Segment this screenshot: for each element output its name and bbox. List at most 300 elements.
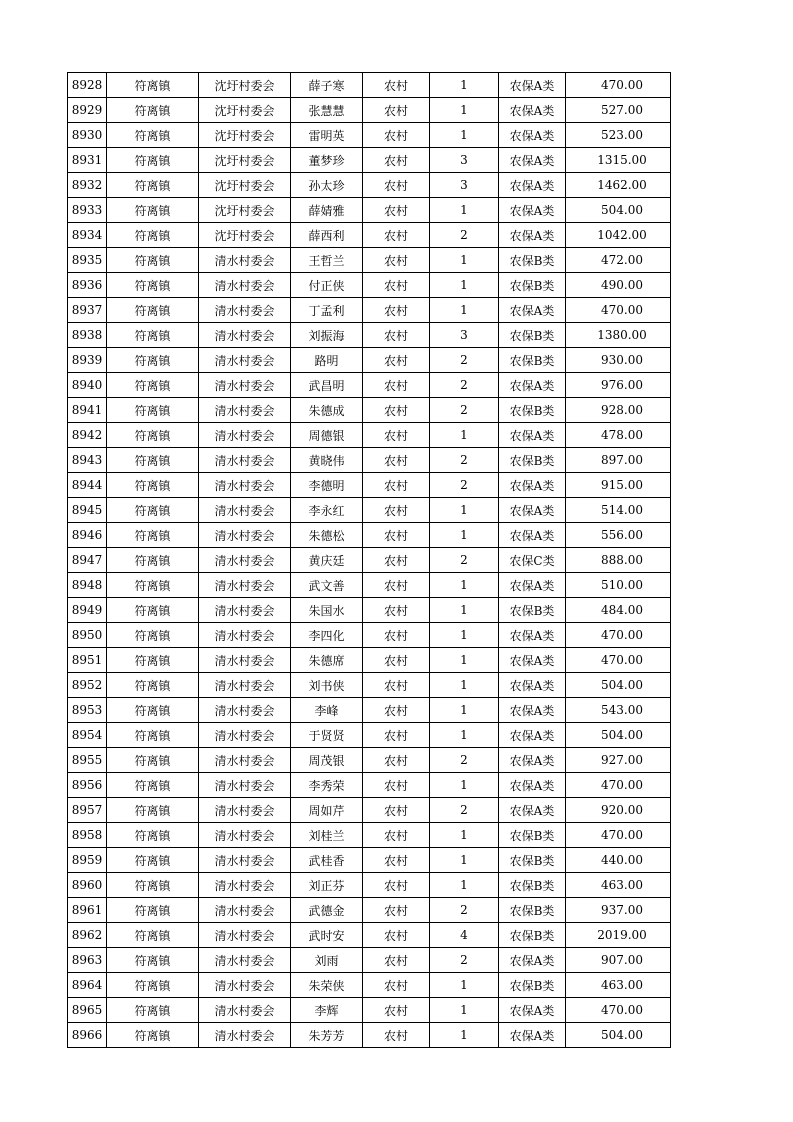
cell-amount: 543.00 (566, 698, 671, 723)
cell-village: 清水村委会 (199, 598, 291, 623)
cell-name: 刘雨 (291, 948, 363, 973)
table-row (68, 498, 671, 523)
cell-id: 8946 (68, 523, 107, 548)
cell-area: 农村 (363, 723, 430, 748)
cell-id: 8966 (68, 1023, 107, 1048)
table-row (68, 523, 671, 548)
cell-town: 符离镇 (107, 398, 199, 423)
cell-area: 农村 (363, 73, 430, 98)
cell-amount: 504.00 (566, 673, 671, 698)
cell-count: 1 (430, 523, 499, 548)
cell-town: 符离镇 (107, 648, 199, 673)
cell-category: 农保A类 (499, 98, 566, 123)
cell-town: 符离镇 (107, 673, 199, 698)
cell-name: 薛子寒 (291, 73, 363, 98)
cell-id: 8933 (68, 198, 107, 223)
cell-village: 沈圩村委会 (199, 173, 291, 198)
cell-count: 4 (430, 923, 499, 948)
cell-category: 农保B类 (499, 873, 566, 898)
cell-amount: 937.00 (566, 898, 671, 923)
cell-village: 沈圩村委会 (199, 223, 291, 248)
cell-id: 8937 (68, 298, 107, 323)
cell-area: 农村 (363, 198, 430, 223)
cell-name: 黄庆廷 (291, 548, 363, 573)
cell-village: 清水村委会 (199, 623, 291, 648)
cell-category: 农保B类 (499, 973, 566, 998)
cell-count: 1 (430, 423, 499, 448)
cell-village: 清水村委会 (199, 348, 291, 373)
cell-amount: 490.00 (566, 273, 671, 298)
cell-amount: 514.00 (566, 498, 671, 523)
cell-area: 农村 (363, 798, 430, 823)
cell-category: 农保A类 (499, 198, 566, 223)
cell-amount: 504.00 (566, 1023, 671, 1048)
cell-category: 农保B类 (499, 848, 566, 873)
cell-amount: 463.00 (566, 873, 671, 898)
cell-amount: 897.00 (566, 448, 671, 473)
cell-name: 丁孟利 (291, 298, 363, 323)
cell-count: 1 (430, 248, 499, 273)
table-body (68, 73, 671, 1048)
cell-area: 农村 (363, 248, 430, 273)
cell-amount: 1380.00 (566, 323, 671, 348)
cell-count: 2 (430, 373, 499, 398)
cell-count: 2 (430, 748, 499, 773)
cell-area: 农村 (363, 898, 430, 923)
cell-id: 8930 (68, 123, 107, 148)
cell-category: 农保A类 (499, 1023, 566, 1048)
cell-id: 8948 (68, 573, 107, 598)
cell-name: 武时安 (291, 923, 363, 948)
allowance-table (67, 72, 671, 1048)
table-row (68, 223, 671, 248)
cell-amount: 470.00 (566, 648, 671, 673)
cell-id: 8945 (68, 498, 107, 523)
cell-id: 8936 (68, 273, 107, 298)
cell-count: 3 (430, 173, 499, 198)
table-row (68, 873, 671, 898)
cell-count: 1 (430, 973, 499, 998)
cell-amount: 1462.00 (566, 173, 671, 198)
cell-village: 清水村委会 (199, 398, 291, 423)
table-row (68, 848, 671, 873)
cell-count: 2 (430, 948, 499, 973)
cell-amount: 927.00 (566, 748, 671, 773)
cell-count: 3 (430, 148, 499, 173)
cell-count: 2 (430, 548, 499, 573)
cell-town: 符离镇 (107, 523, 199, 548)
cell-town: 符离镇 (107, 623, 199, 648)
cell-area: 农村 (363, 448, 430, 473)
cell-name: 李德明 (291, 473, 363, 498)
cell-area: 农村 (363, 498, 430, 523)
cell-amount: 510.00 (566, 573, 671, 598)
cell-category: 农保A类 (499, 648, 566, 673)
cell-name: 武昌明 (291, 373, 363, 398)
cell-category: 农保A类 (499, 523, 566, 548)
cell-amount: 470.00 (566, 998, 671, 1023)
cell-area: 农村 (363, 573, 430, 598)
cell-count: 1 (430, 773, 499, 798)
cell-town: 符离镇 (107, 198, 199, 223)
cell-name: 李秀荣 (291, 773, 363, 798)
table-row (68, 773, 671, 798)
cell-village: 清水村委会 (199, 798, 291, 823)
cell-amount: 556.00 (566, 523, 671, 548)
cell-area: 农村 (363, 398, 430, 423)
cell-town: 符离镇 (107, 298, 199, 323)
table-row (68, 123, 671, 148)
cell-area: 农村 (363, 323, 430, 348)
cell-town: 符离镇 (107, 473, 199, 498)
cell-category: 农保B类 (499, 273, 566, 298)
cell-village: 清水村委会 (199, 873, 291, 898)
cell-name: 刘振海 (291, 323, 363, 348)
cell-village: 沈圩村委会 (199, 98, 291, 123)
cell-count: 1 (430, 1023, 499, 1048)
cell-count: 1 (430, 648, 499, 673)
cell-town: 符离镇 (107, 723, 199, 748)
cell-count: 2 (430, 223, 499, 248)
cell-area: 农村 (363, 123, 430, 148)
cell-amount: 915.00 (566, 473, 671, 498)
cell-count: 1 (430, 73, 499, 98)
cell-area: 农村 (363, 998, 430, 1023)
cell-amount: 478.00 (566, 423, 671, 448)
cell-amount: 504.00 (566, 198, 671, 223)
cell-village: 清水村委会 (199, 548, 291, 573)
cell-village: 清水村委会 (199, 1023, 291, 1048)
cell-town: 符离镇 (107, 923, 199, 948)
cell-count: 1 (430, 273, 499, 298)
cell-amount: 928.00 (566, 398, 671, 423)
cell-village: 清水村委会 (199, 748, 291, 773)
cell-town: 符离镇 (107, 798, 199, 823)
cell-category: 农保B类 (499, 923, 566, 948)
cell-name: 于贤贤 (291, 723, 363, 748)
cell-category: 农保B类 (499, 348, 566, 373)
cell-area: 农村 (363, 1023, 430, 1048)
cell-id: 8934 (68, 223, 107, 248)
cell-count: 1 (430, 723, 499, 748)
cell-id: 8958 (68, 823, 107, 848)
cell-category: 农保A类 (499, 173, 566, 198)
cell-count: 1 (430, 198, 499, 223)
cell-id: 8952 (68, 673, 107, 698)
cell-town: 符离镇 (107, 823, 199, 848)
cell-town: 符离镇 (107, 423, 199, 448)
cell-village: 清水村委会 (199, 948, 291, 973)
cell-name: 李辉 (291, 998, 363, 1023)
cell-area: 农村 (363, 148, 430, 173)
cell-count: 2 (430, 348, 499, 373)
cell-name: 朱德松 (291, 523, 363, 548)
table-row (68, 423, 671, 448)
cell-id: 8953 (68, 698, 107, 723)
cell-id: 8938 (68, 323, 107, 348)
cell-category: 农保B类 (499, 898, 566, 923)
cell-count: 1 (430, 998, 499, 1023)
cell-id: 8965 (68, 998, 107, 1023)
cell-name: 王哲兰 (291, 248, 363, 273)
cell-category: 农保A类 (499, 373, 566, 398)
cell-village: 清水村委会 (199, 823, 291, 848)
cell-town: 符离镇 (107, 148, 199, 173)
cell-category: 农保A类 (499, 748, 566, 773)
cell-id: 8959 (68, 848, 107, 873)
cell-category: 农保A类 (499, 998, 566, 1023)
cell-town: 符离镇 (107, 448, 199, 473)
cell-amount: 463.00 (566, 973, 671, 998)
cell-name: 刘正芬 (291, 873, 363, 898)
cell-village: 沈圩村委会 (199, 148, 291, 173)
cell-town: 符离镇 (107, 973, 199, 998)
cell-amount: 470.00 (566, 623, 671, 648)
cell-id: 8960 (68, 873, 107, 898)
cell-category: 农保A类 (499, 948, 566, 973)
table-row (68, 648, 671, 673)
cell-id: 8956 (68, 773, 107, 798)
cell-town: 符离镇 (107, 498, 199, 523)
cell-category: 农保B类 (499, 248, 566, 273)
cell-village: 清水村委会 (199, 573, 291, 598)
cell-name: 李永红 (291, 498, 363, 523)
cell-name: 周茂银 (291, 748, 363, 773)
table-row (68, 673, 671, 698)
cell-id: 8932 (68, 173, 107, 198)
cell-name: 黄晓伟 (291, 448, 363, 473)
cell-village: 清水村委会 (199, 373, 291, 398)
cell-area: 农村 (363, 348, 430, 373)
cell-name: 张慧慧 (291, 98, 363, 123)
cell-amount: 472.00 (566, 248, 671, 273)
cell-area: 农村 (363, 873, 430, 898)
cell-category: 农保A类 (499, 423, 566, 448)
cell-name: 李峰 (291, 698, 363, 723)
cell-name: 朱德成 (291, 398, 363, 423)
cell-category: 农保B类 (499, 448, 566, 473)
cell-category: 农保B类 (499, 323, 566, 348)
cell-category: 农保A类 (499, 573, 566, 598)
cell-amount: 484.00 (566, 598, 671, 623)
cell-town: 符离镇 (107, 323, 199, 348)
cell-area: 农村 (363, 173, 430, 198)
cell-village: 清水村委会 (199, 648, 291, 673)
table-row (68, 723, 671, 748)
cell-town: 符离镇 (107, 373, 199, 398)
cell-town: 符离镇 (107, 573, 199, 598)
cell-town: 符离镇 (107, 698, 199, 723)
cell-area: 农村 (363, 973, 430, 998)
table-row (68, 548, 671, 573)
cell-id: 8940 (68, 373, 107, 398)
cell-village: 清水村委会 (199, 473, 291, 498)
cell-count: 1 (430, 573, 499, 598)
cell-amount: 523.00 (566, 123, 671, 148)
cell-town: 符离镇 (107, 248, 199, 273)
cell-amount: 504.00 (566, 723, 671, 748)
cell-count: 1 (430, 498, 499, 523)
cell-amount: 920.00 (566, 798, 671, 823)
cell-amount: 2019.00 (566, 923, 671, 948)
table-row (68, 698, 671, 723)
table-row (68, 323, 671, 348)
cell-area: 农村 (363, 673, 430, 698)
cell-village: 清水村委会 (199, 973, 291, 998)
table-row (68, 198, 671, 223)
cell-category: 农保A类 (499, 73, 566, 98)
cell-town: 符离镇 (107, 223, 199, 248)
cell-category: 农保A类 (499, 148, 566, 173)
table-row (68, 398, 671, 423)
cell-category: 农保A类 (499, 123, 566, 148)
table-row (68, 948, 671, 973)
cell-category: 农保A类 (499, 798, 566, 823)
cell-id: 8963 (68, 948, 107, 973)
cell-area: 农村 (363, 423, 430, 448)
cell-id: 8964 (68, 973, 107, 998)
cell-village: 清水村委会 (199, 898, 291, 923)
cell-town: 符离镇 (107, 598, 199, 623)
cell-count: 1 (430, 873, 499, 898)
cell-name: 刘桂兰 (291, 823, 363, 848)
cell-amount: 440.00 (566, 848, 671, 873)
cell-category: 农保A类 (499, 773, 566, 798)
cell-village: 清水村委会 (199, 273, 291, 298)
cell-village: 清水村委会 (199, 723, 291, 748)
cell-id: 8939 (68, 348, 107, 373)
cell-town: 符离镇 (107, 873, 199, 898)
cell-village: 清水村委会 (199, 448, 291, 473)
table-row (68, 573, 671, 598)
cell-id: 8929 (68, 98, 107, 123)
cell-category: 农保A类 (499, 623, 566, 648)
cell-category: 农保B类 (499, 398, 566, 423)
cell-id: 8961 (68, 898, 107, 923)
cell-town: 符离镇 (107, 73, 199, 98)
cell-id: 8947 (68, 548, 107, 573)
cell-amount: 470.00 (566, 773, 671, 798)
cell-town: 符离镇 (107, 848, 199, 873)
cell-village: 清水村委会 (199, 673, 291, 698)
cell-count: 2 (430, 473, 499, 498)
table-row (68, 148, 671, 173)
cell-town: 符离镇 (107, 348, 199, 373)
cell-village: 沈圩村委会 (199, 73, 291, 98)
cell-name: 路明 (291, 348, 363, 373)
table-row (68, 98, 671, 123)
table-row (68, 248, 671, 273)
cell-area: 农村 (363, 273, 430, 298)
cell-town: 符离镇 (107, 1023, 199, 1048)
cell-area: 农村 (363, 823, 430, 848)
cell-count: 2 (430, 798, 499, 823)
cell-id: 8941 (68, 398, 107, 423)
cell-count: 1 (430, 98, 499, 123)
cell-area: 农村 (363, 548, 430, 573)
cell-amount: 470.00 (566, 823, 671, 848)
cell-count: 1 (430, 848, 499, 873)
cell-town: 符离镇 (107, 998, 199, 1023)
table-row (68, 623, 671, 648)
cell-village: 沈圩村委会 (199, 198, 291, 223)
cell-name: 朱荣侠 (291, 973, 363, 998)
table-row (68, 823, 671, 848)
cell-amount: 907.00 (566, 948, 671, 973)
cell-village: 清水村委会 (199, 423, 291, 448)
cell-village: 清水村委会 (199, 773, 291, 798)
cell-town: 符离镇 (107, 748, 199, 773)
table-row (68, 73, 671, 98)
cell-area: 农村 (363, 473, 430, 498)
cell-town: 符离镇 (107, 948, 199, 973)
cell-town: 符离镇 (107, 273, 199, 298)
cell-area: 农村 (363, 848, 430, 873)
cell-category: 农保B类 (499, 598, 566, 623)
cell-name: 朱德席 (291, 648, 363, 673)
cell-id: 8942 (68, 423, 107, 448)
cell-count: 1 (430, 123, 499, 148)
cell-area: 农村 (363, 923, 430, 948)
cell-count: 1 (430, 598, 499, 623)
cell-area: 农村 (363, 98, 430, 123)
cell-name: 武德金 (291, 898, 363, 923)
cell-name: 武文善 (291, 573, 363, 598)
cell-name: 薛婧雅 (291, 198, 363, 223)
cell-amount: 1315.00 (566, 148, 671, 173)
cell-village: 清水村委会 (199, 523, 291, 548)
cell-count: 1 (430, 623, 499, 648)
table-row (68, 298, 671, 323)
table-row (68, 798, 671, 823)
cell-category: 农保A类 (499, 473, 566, 498)
cell-village: 清水村委会 (199, 248, 291, 273)
cell-town: 符离镇 (107, 898, 199, 923)
cell-area: 农村 (363, 773, 430, 798)
cell-name: 周德银 (291, 423, 363, 448)
cell-category: 农保A类 (499, 673, 566, 698)
cell-village: 清水村委会 (199, 848, 291, 873)
cell-id: 8935 (68, 248, 107, 273)
cell-name: 董梦珍 (291, 148, 363, 173)
table-row (68, 273, 671, 298)
cell-id: 8955 (68, 748, 107, 773)
cell-area: 农村 (363, 523, 430, 548)
table-row (68, 448, 671, 473)
cell-id: 8944 (68, 473, 107, 498)
cell-id: 8931 (68, 148, 107, 173)
cell-amount: 470.00 (566, 73, 671, 98)
cell-category: 农保C类 (499, 548, 566, 573)
cell-name: 朱芳芳 (291, 1023, 363, 1048)
cell-count: 1 (430, 298, 499, 323)
cell-name: 孙太珍 (291, 173, 363, 198)
table-row (68, 598, 671, 623)
cell-village: 清水村委会 (199, 698, 291, 723)
cell-name: 李四化 (291, 623, 363, 648)
cell-town: 符离镇 (107, 773, 199, 798)
cell-id: 8949 (68, 598, 107, 623)
cell-name: 朱国水 (291, 598, 363, 623)
cell-amount: 976.00 (566, 373, 671, 398)
cell-amount: 527.00 (566, 98, 671, 123)
cell-id: 8950 (68, 623, 107, 648)
cell-id: 8962 (68, 923, 107, 948)
cell-category: 农保A类 (499, 723, 566, 748)
table-row (68, 373, 671, 398)
cell-town: 符离镇 (107, 548, 199, 573)
cell-count: 2 (430, 898, 499, 923)
